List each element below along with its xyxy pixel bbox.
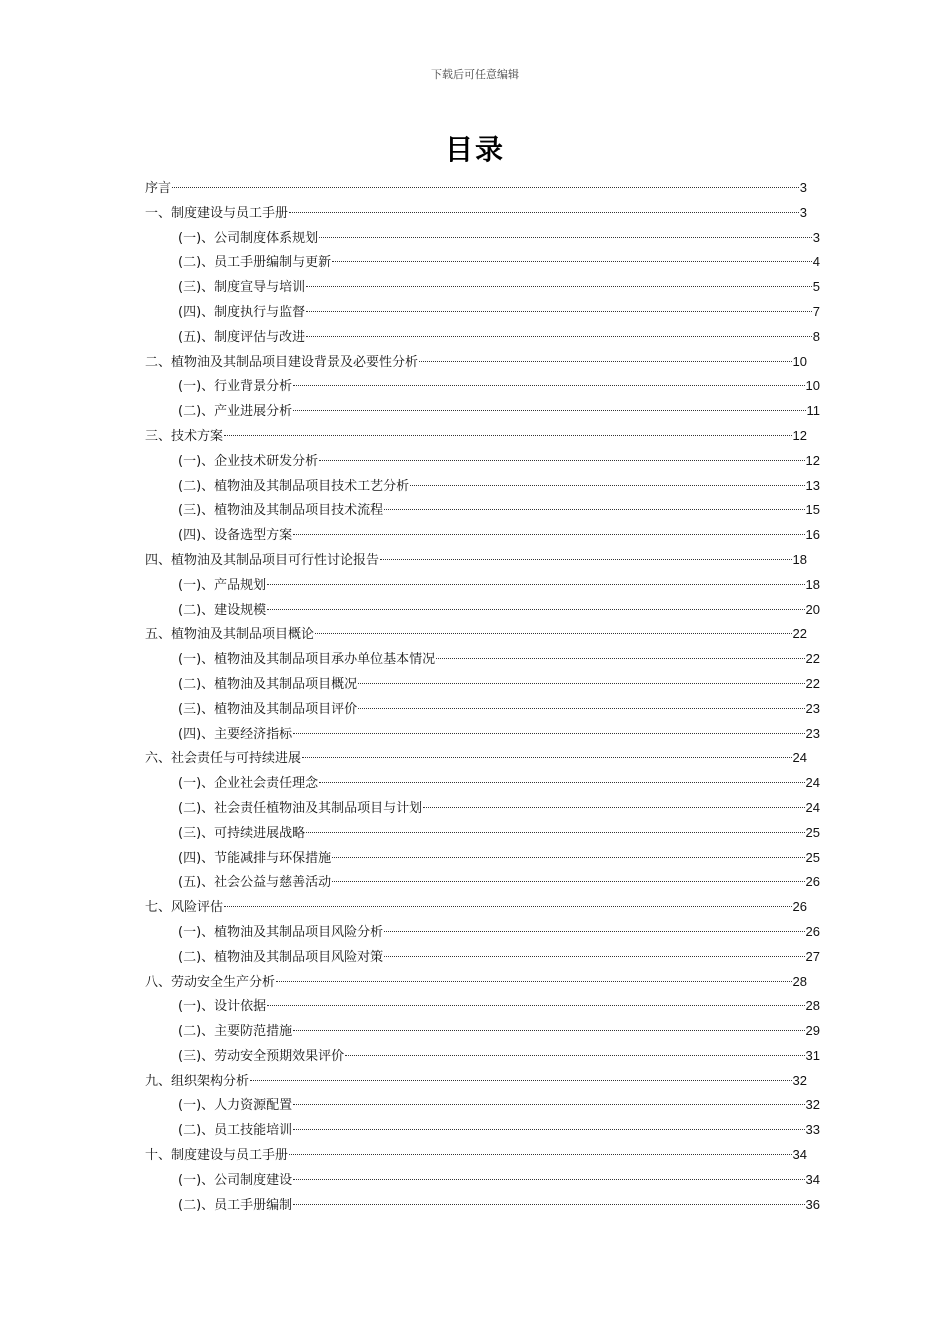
toc-entry[interactable] — [145, 523, 820, 548]
toc-entry[interactable] — [145, 325, 820, 350]
toc-entry-page-number: 3 — [812, 229, 820, 245]
toc-entry-title: (三)、劳动安全预期效果评价 — [178, 1048, 345, 1064]
toc-entry-page-number: 13 — [805, 477, 820, 493]
toc-entry-page-number: 4 — [812, 254, 820, 270]
toc-entry[interactable] — [145, 895, 807, 920]
toc-dot-leader — [423, 807, 804, 808]
toc-entry[interactable] — [145, 1193, 820, 1218]
toc-dot-leader — [436, 658, 804, 659]
toc-entry[interactable] — [145, 474, 820, 499]
toc-entry-page-number: 34 — [805, 1171, 820, 1187]
toc-entry-title: (二)、员工技能培训 — [178, 1123, 293, 1139]
toc-entry-title: (四)、设备选型方案 — [178, 528, 293, 544]
toc-dot-leader — [267, 1005, 804, 1006]
toc-entry[interactable] — [145, 548, 807, 573]
toc-dot-leader — [293, 1129, 804, 1130]
toc-entry-page-number: 20 — [805, 601, 820, 617]
toc-entry-page-number: 18 — [792, 551, 807, 567]
toc-entry[interactable] — [145, 350, 807, 375]
toc-entry[interactable] — [145, 672, 820, 697]
toc-entry-page-number: 24 — [805, 775, 820, 791]
toc-entry[interactable] — [145, 498, 820, 523]
toc-entry-title: (一)、人力资源配置 — [178, 1098, 293, 1114]
toc-dot-leader — [224, 435, 792, 436]
toc-entry-page-number: 11 — [806, 403, 820, 419]
toc-entry[interactable] — [145, 176, 807, 201]
toc-dot-leader — [332, 261, 812, 262]
toc-entry[interactable] — [145, 846, 820, 871]
toc-entry[interactable] — [145, 275, 820, 300]
toc-entry-page-number: 33 — [805, 1122, 820, 1138]
toc-entry-page-number: 32 — [805, 1097, 820, 1113]
toc-dot-leader — [306, 832, 804, 833]
toc-entry-title: (一)、产品规划 — [178, 577, 267, 593]
toc-dot-leader — [293, 410, 805, 411]
toc-dot-leader — [289, 212, 799, 213]
toc-entry-title: (五)、制度评估与改进 — [178, 329, 306, 345]
toc-dot-leader — [293, 1179, 804, 1180]
toc-entry-page-number: 26 — [805, 923, 820, 939]
toc-dot-leader — [293, 385, 804, 386]
toc-entry[interactable] — [145, 771, 820, 796]
toc-entry-title: (一)、行业背景分析 — [178, 379, 293, 395]
toc-entry-title: (一)、公司制度体系规划 — [178, 230, 319, 246]
toc-entry-title: 七、风险评估 — [145, 900, 224, 916]
toc-dot-leader — [384, 509, 804, 510]
toc-entry-page-number: 25 — [805, 824, 820, 840]
toc-entry[interactable] — [145, 821, 820, 846]
toc-dot-leader — [293, 1030, 804, 1031]
toc-dot-leader — [384, 931, 804, 932]
toc-dot-leader — [319, 237, 812, 238]
toc-dot-leader — [293, 1204, 804, 1205]
header-note: 下载后可任意编辑 — [431, 68, 519, 81]
toc-dot-leader — [306, 311, 812, 312]
toc-entry-title: (二)、建设规模 — [178, 602, 267, 618]
toc-entry[interactable] — [145, 1168, 820, 1193]
toc-entry-page-number: 22 — [792, 626, 807, 642]
toc-entry-title: (四)、制度执行与监督 — [178, 304, 306, 320]
toc-entry-page-number: 28 — [805, 998, 820, 1014]
toc-entry[interactable] — [145, 746, 807, 771]
toc-entry[interactable] — [145, 1118, 820, 1143]
toc-dot-leader — [315, 633, 792, 634]
toc-entry[interactable] — [145, 449, 820, 474]
toc-entry-title: (二)、植物油及其制品项目技术工艺分析 — [178, 478, 410, 494]
toc-entry[interactable] — [145, 994, 820, 1019]
toc-dot-leader — [306, 336, 812, 337]
toc-entry-title: 一、制度建设与员工手册 — [145, 205, 289, 221]
toc-dot-leader — [345, 1055, 804, 1056]
toc-entry[interactable] — [145, 1019, 820, 1044]
toc-entry-page-number: 22 — [805, 675, 820, 691]
toc-entry-page-number: 12 — [805, 452, 820, 468]
toc-entry-page-number: 7 — [812, 303, 820, 319]
toc-entry[interactable] — [145, 1069, 807, 1094]
toc-entry[interactable] — [145, 622, 807, 647]
toc-entry-title: (二)、员工手册编制与更新 — [178, 255, 332, 271]
toc-entry-title: (一)、植物油及其制品项目风险分析 — [178, 924, 384, 940]
toc-entry[interactable] — [145, 399, 820, 424]
toc-entry-page-number: 8 — [812, 328, 820, 344]
toc-entry[interactable] — [145, 1143, 807, 1168]
toc-entry-title: (二)、社会责任植物油及其制品项目与计划 — [178, 800, 423, 816]
toc-entry[interactable] — [145, 1044, 820, 1069]
toc-entry-page-number: 34 — [792, 1147, 807, 1163]
toc-entry[interactable] — [145, 250, 820, 275]
toc-entry-title: (一)、公司制度建设 — [178, 1172, 293, 1188]
toc-entry-title: 序言 — [145, 181, 172, 196]
toc-dot-leader — [358, 683, 804, 684]
toc-entry-page-number: 26 — [805, 874, 820, 890]
toc-entry-title: (一)、设计依据 — [178, 999, 267, 1015]
toc-dot-leader — [332, 857, 804, 858]
toc-entry-page-number: 31 — [805, 1047, 820, 1063]
toc-entry-page-number: 28 — [792, 973, 807, 989]
toc-entry-title: 六、社会责任与可持续进展 — [145, 751, 302, 767]
toc-entry-page-number: 32 — [792, 1072, 807, 1088]
toc-entry-page-number: 27 — [805, 948, 820, 964]
toc-dot-leader — [419, 361, 792, 362]
toc-entry-page-number: 10 — [792, 353, 807, 369]
toc-entry-page-number: 24 — [792, 750, 807, 766]
toc-dot-leader — [306, 286, 812, 287]
toc-entry-title: 三、技术方案 — [145, 428, 224, 444]
toc-dot-leader — [332, 881, 804, 882]
toc-entry-page-number: 26 — [792, 899, 807, 915]
toc-entry[interactable] — [145, 201, 807, 226]
toc-entry[interactable] — [145, 374, 820, 399]
toc-entry-page-number: 15 — [805, 502, 820, 518]
page-title: 目录 — [444, 133, 505, 166]
toc-entry-page-number: 25 — [805, 849, 820, 865]
table-of-contents — [145, 176, 820, 1217]
toc-entry-page-number: 36 — [805, 1196, 820, 1212]
toc-dot-leader — [293, 733, 804, 734]
toc-entry[interactable] — [145, 226, 820, 251]
toc-entry-title: (五)、社会公益与慈善活动 — [178, 875, 332, 891]
toc-entry[interactable] — [145, 697, 820, 722]
toc-entry-title: (三)、可持续进展战略 — [178, 825, 306, 841]
toc-dot-leader — [250, 1080, 792, 1081]
toc-entry-title: (三)、植物油及其制品项目评价 — [178, 701, 358, 717]
toc-dot-leader — [410, 485, 804, 486]
toc-entry-page-number: 23 — [805, 700, 820, 716]
toc-dot-leader — [380, 559, 792, 560]
toc-dot-leader — [358, 708, 804, 709]
toc-entry-page-number: 3 — [799, 204, 807, 220]
toc-entry-page-number: 12 — [792, 427, 807, 443]
toc-entry[interactable] — [145, 796, 820, 821]
toc-entry-title: (三)、制度宣导与培训 — [178, 280, 306, 296]
toc-entry-page-number: 3 — [799, 180, 807, 195]
toc-entry-page-number: 18 — [805, 576, 820, 592]
toc-entry-title: (一)、企业技术研发分析 — [178, 453, 319, 469]
toc-entry-title: 九、组织架构分析 — [145, 1073, 250, 1089]
toc-entry[interactable] — [145, 722, 820, 747]
toc-entry[interactable] — [145, 1093, 820, 1118]
toc-dot-leader — [276, 981, 792, 982]
toc-entry-page-number: 5 — [812, 279, 820, 295]
toc-entry-page-number: 10 — [805, 378, 820, 394]
toc-entry-title: (四)、主要经济指标 — [178, 726, 293, 742]
toc-entry-page-number: 16 — [805, 527, 820, 543]
toc-entry-page-number: 23 — [805, 725, 820, 741]
toc-dot-leader — [319, 460, 804, 461]
toc-entry-title: (一)、植物油及其制品项目承办单位基本情况 — [178, 652, 436, 668]
toc-dot-leader — [293, 1104, 804, 1105]
toc-entry-page-number: 22 — [805, 651, 820, 667]
toc-dot-leader — [302, 757, 792, 758]
toc-entry-title: (二)、产业进展分析 — [178, 404, 293, 420]
toc-dot-leader — [293, 534, 804, 535]
toc-dot-leader — [319, 782, 804, 783]
toc-entry-title: (二)、植物油及其制品项目概况 — [178, 676, 358, 692]
toc-entry[interactable] — [145, 424, 807, 449]
toc-entry-title: (二)、员工手册编制 — [178, 1197, 293, 1213]
toc-entry-title: 二、植物油及其制品项目建设背景及必要性分析 — [145, 354, 419, 370]
toc-entry-title: 八、劳动安全生产分析 — [145, 974, 276, 990]
toc-dot-leader — [384, 956, 804, 957]
toc-entry-page-number: 29 — [805, 1023, 820, 1039]
toc-entry[interactable] — [145, 647, 820, 672]
toc-entry[interactable] — [145, 945, 820, 970]
toc-entry-page-number: 24 — [805, 799, 820, 815]
toc-entry[interactable] — [145, 598, 820, 623]
toc-dot-leader — [289, 1154, 792, 1155]
toc-entry-title: 十、制度建设与员工手册 — [145, 1148, 289, 1164]
toc-dot-leader — [267, 609, 804, 610]
toc-entry-title: (二)、主要防范措施 — [178, 1024, 293, 1040]
toc-entry-title: (二)、植物油及其制品项目风险对策 — [178, 949, 384, 965]
toc-entry[interactable] — [145, 970, 807, 995]
toc-entry-title: (三)、植物油及其制品项目技术流程 — [178, 503, 384, 519]
toc-entry[interactable] — [145, 870, 820, 895]
toc-entry[interactable] — [145, 920, 820, 945]
toc-entry-title: 五、植物油及其制品项目概论 — [145, 627, 315, 643]
toc-entry[interactable] — [145, 300, 820, 325]
toc-dot-leader — [172, 187, 799, 188]
toc-entry-title: 四、植物油及其制品项目可行性讨论报告 — [145, 552, 380, 568]
toc-entry-title: (一)、企业社会责任理念 — [178, 776, 319, 792]
toc-entry-title: (四)、节能减排与环保措施 — [178, 850, 332, 866]
toc-dot-leader — [267, 584, 804, 585]
toc-dot-leader — [224, 906, 792, 907]
toc-entry[interactable] — [145, 573, 820, 598]
